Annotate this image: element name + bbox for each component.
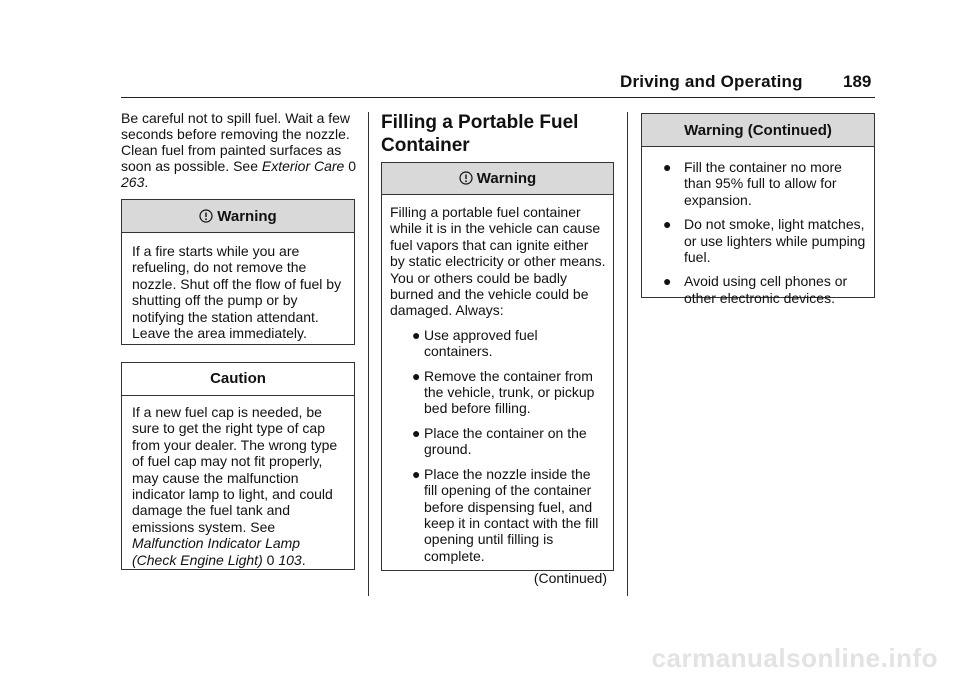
- list-item-text: Fill the container no more than 95% full to allow for expansion.: [684, 159, 842, 208]
- list-item-text: Place the nozzle inside the fill opening of the container before dispensing fuel, and keep it in contact with the fill opening until filling is complete.: [424, 465, 599, 564]
- caution-header: [122, 363, 354, 396]
- mil-page[interactable]: 103: [278, 551, 302, 568]
- caution-text: [122, 396, 354, 568]
- link-period: .: [301, 551, 306, 568]
- bullet-icon: ●: [412, 367, 421, 384]
- exterior-care-page[interactable]: 263: [121, 174, 145, 190]
- warning-title: Warning: [476, 170, 537, 187]
- exterior-care-link[interactable]: Exterior Care: [261, 158, 345, 174]
- bullet-icon: ●: [412, 465, 421, 482]
- warning-text: [382, 195, 613, 587]
- list-item-text: Place the container on the ground.: [424, 424, 587, 458]
- column-divider-2: [627, 112, 628, 596]
- portable-fuel-warning-box: [381, 162, 614, 587]
- column-divider-1: [368, 112, 369, 596]
- page-ref-arrow-icon: 0: [266, 551, 275, 568]
- page-number: 189: [843, 72, 872, 91]
- bullet-icon: ●: [412, 326, 421, 343]
- page-ref-arrow-icon: 0: [348, 158, 357, 174]
- list-item: [650, 273, 868, 306]
- list-item: [650, 216, 868, 265]
- warning-intro: Filling a portable fuel container while it is in the vehicle can cause fuel vapors that can ignite either by static electricity or other means. You or others could be badly burned and the vehicle could be damaged. Always:: [390, 204, 606, 319]
- list-item-text: Do not smoke, light matches, or use lighters while pumping fuel.: [684, 216, 866, 266]
- warning-header: [122, 200, 354, 233]
- list-item: [650, 159, 868, 208]
- warning-icon: [199, 209, 213, 223]
- list-item-text: Avoid using cell phones or other electronic devices.: [684, 273, 848, 306]
- warning-header: [382, 163, 613, 195]
- caution-body: If a new fuel cap is needed, be sure to get the right type of cap from your dealer. The wrong type of fuel cap may not fit properly, may cause the malfunction indicator lamp to light, and could damage the fuel tank and emissions system. See: [132, 404, 338, 535]
- warning-header: [642, 114, 874, 147]
- header-rule: [121, 97, 875, 98]
- mil-link[interactable]: Malfunction Indicator Lamp (Check Engine Light): [132, 535, 301, 568]
- warning-title: Warning: [217, 208, 277, 225]
- warning-icon: [459, 171, 473, 185]
- caution-box: [121, 362, 355, 570]
- list-item: [390, 327, 607, 360]
- list-item-text: Remove the container from the vehicle, trunk, or pickup bed before filling.: [424, 367, 595, 417]
- link-period: .: [144, 174, 149, 190]
- warning-text: If a fire starts while you are refueling, do not remove the nozzle. Shut off the flow of fuel by shutting off the pump or by notifying the station attendant. Leave the area immediately.: [132, 243, 342, 342]
- list-item: [390, 425, 607, 458]
- warning-text: [642, 147, 874, 306]
- section-heading: Filling a Portable Fuel Container: [381, 112, 579, 156]
- intro-text: Be careful not to spill fuel. Wait a few seconds before removing the nozzle. Clean fuel from painted surfaces as soon as possible. See: [121, 110, 351, 174]
- bullet-icon: ●: [663, 273, 672, 290]
- intro-paragraph: [121, 110, 361, 190]
- warning-continued-box: [641, 113, 875, 306]
- warning-title: Warning (Continued): [684, 122, 832, 139]
- fire-warning-box: [121, 199, 355, 345]
- watermark: carmanualsonline.info: [651, 643, 938, 673]
- continued-label: (Continued): [533, 570, 607, 587]
- bullet-icon: ●: [412, 424, 421, 441]
- caution-title: Caution: [210, 370, 266, 387]
- list-item-text: Use approved fuel containers.: [424, 326, 538, 360]
- list-item: [390, 466, 607, 564]
- section-title: Driving and Operating: [620, 72, 803, 91]
- bullet-icon: ●: [663, 216, 672, 233]
- bullet-icon: ●: [663, 159, 672, 175]
- list-item: [390, 368, 607, 417]
